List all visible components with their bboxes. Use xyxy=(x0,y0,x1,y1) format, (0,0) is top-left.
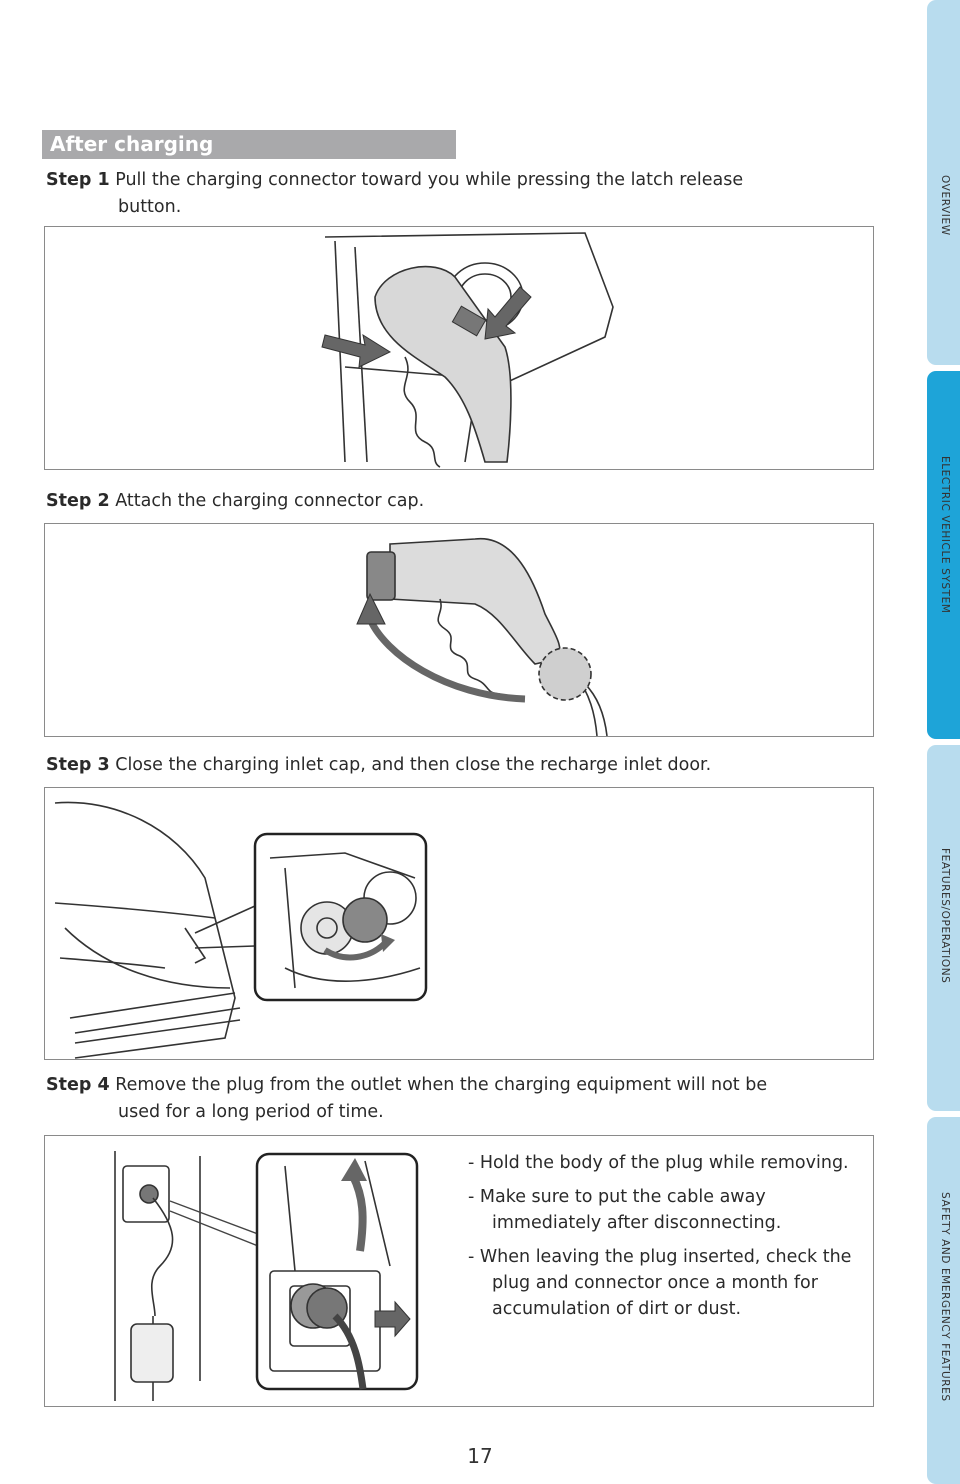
step-1-text-cont: button. xyxy=(118,197,182,217)
tab-label-electric-vehicle-system: ELECTRIC VEHICLE SYSTEM xyxy=(939,456,951,614)
page-number: 17 xyxy=(467,1444,493,1468)
step-2-label: Step 2 xyxy=(46,491,110,511)
step-1 xyxy=(46,167,743,221)
step-3-illustration xyxy=(44,787,874,1060)
tab-label-safety-emergency: SAFETY AND EMERGENCY FEATURES xyxy=(939,1192,951,1402)
removal-notes xyxy=(468,1150,872,1330)
section-heading-bar xyxy=(42,130,456,159)
step-1-illustration xyxy=(44,226,874,470)
step-4-text: Remove the plug from the outlet when the charging equipment will not be xyxy=(115,1075,768,1095)
tab-label-overview: OVERVIEW xyxy=(939,175,951,236)
step-4 xyxy=(46,1072,767,1126)
step-3 xyxy=(46,752,711,779)
step-3-text: Close the charging inlet cap, and then close the recharge inlet door. xyxy=(115,755,712,775)
outlet-unplug-illustration xyxy=(45,1136,465,1406)
note-item: - Make sure to put the cable away immediately after disconnecting. xyxy=(468,1187,782,1233)
section-title: After charging xyxy=(50,132,214,156)
step-3-label: Step 3 xyxy=(46,755,110,775)
connector-cap-illustration xyxy=(45,524,873,736)
inlet-door-illustration xyxy=(45,788,873,1059)
step-2-illustration xyxy=(44,523,874,737)
step-2-text: Attach the charging connector cap. xyxy=(115,491,425,511)
connector-release-illustration xyxy=(45,227,873,469)
step-1-text: Pull the charging connector toward you while pressing the latch release xyxy=(115,170,744,190)
note-item: - Hold the body of the plug while removing. xyxy=(468,1153,849,1173)
tab-label-features-operations: FEATURES/OPERATIONS xyxy=(939,848,951,984)
step-1-label: Step 1 xyxy=(46,170,110,190)
note-item: - When leaving the plug inserted, check the plug and connector once a month for accumulation of dirt or dust. xyxy=(468,1247,852,1319)
step-4-label: Step 4 xyxy=(46,1075,110,1095)
step-4-text-cont: used for a long period of time. xyxy=(118,1102,384,1122)
step-2 xyxy=(46,488,424,515)
